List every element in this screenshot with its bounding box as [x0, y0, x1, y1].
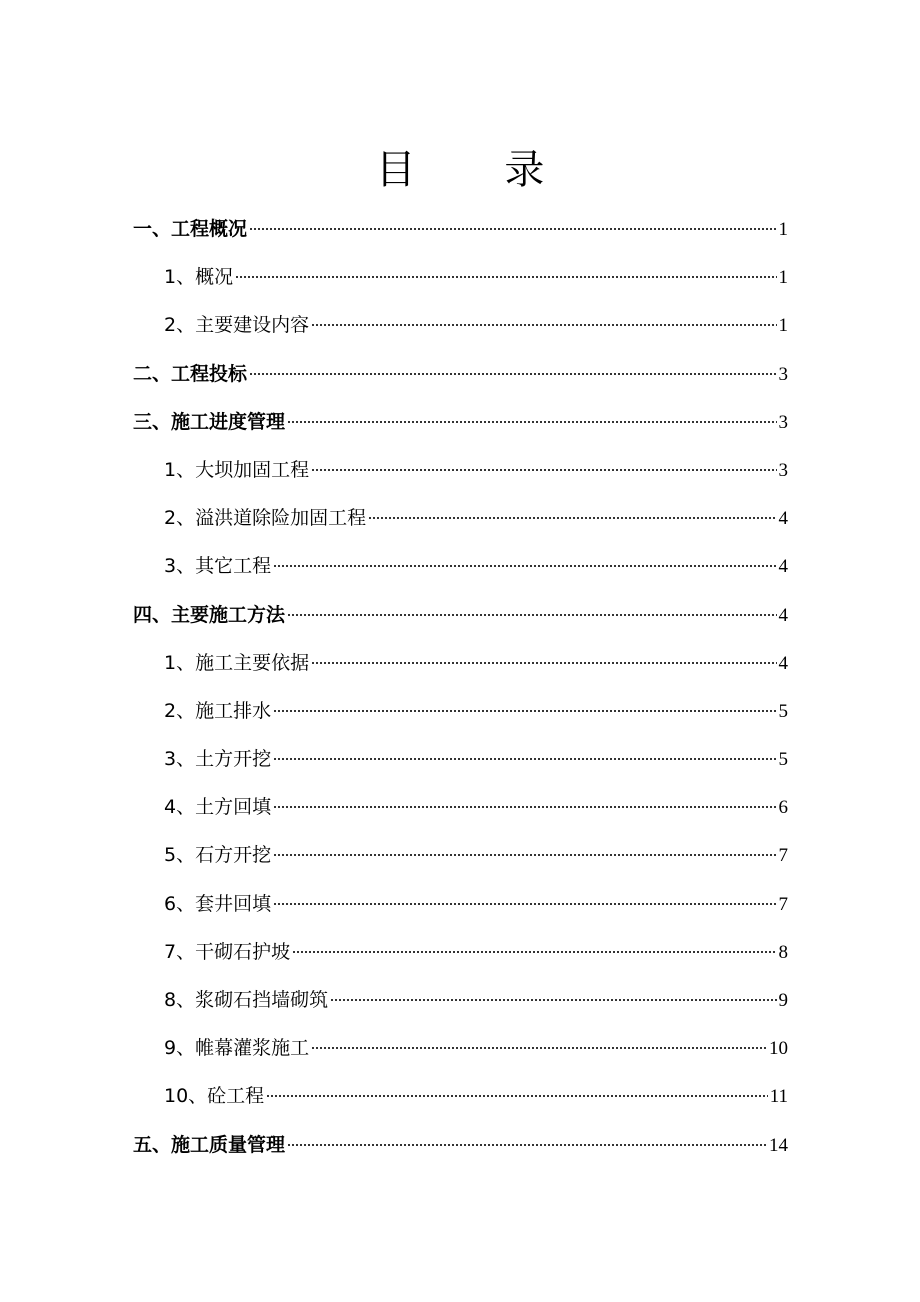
- table-of-contents: [133, 205, 788, 1169]
- dot-leader: [273, 565, 776, 567]
- dot-leader: [287, 1144, 767, 1146]
- toc-entry-label: 3、其它工程: [164, 555, 272, 578]
- dot-leader: [273, 758, 776, 760]
- toc-entry-page-number: 1: [778, 315, 788, 337]
- toc-subsection-entry[interactable]: [133, 831, 788, 879]
- toc-subsection-entry[interactable]: [133, 542, 788, 590]
- toc-entry-page-number: 3: [778, 363, 788, 385]
- toc-subsection-entry[interactable]: [133, 1024, 788, 1072]
- dot-leader: [287, 421, 776, 423]
- dot-leader: [266, 1095, 768, 1097]
- toc-subsection-entry[interactable]: [133, 639, 788, 687]
- toc-entry-page-number: 5: [778, 700, 788, 722]
- toc-entry-page-number: 11: [769, 1086, 788, 1108]
- dot-leader: [292, 951, 776, 953]
- toc-entry-label: 五、施工质量管理: [133, 1133, 286, 1156]
- toc-entry-label: 5、石方开挖: [164, 844, 272, 867]
- toc-section-entry[interactable]: [133, 1121, 788, 1169]
- dot-leader: [311, 1047, 767, 1049]
- toc-entry-label: 3、土方开挖: [164, 748, 272, 771]
- toc-subsection-entry[interactable]: [133, 783, 788, 831]
- toc-entry-label: 4、土方回填: [164, 796, 272, 819]
- toc-subsection-entry[interactable]: [133, 301, 788, 349]
- toc-section-entry[interactable]: [133, 591, 788, 639]
- dot-leader: [330, 999, 776, 1001]
- toc-subsection-entry[interactable]: [133, 880, 788, 928]
- toc-subsection-entry[interactable]: [133, 1072, 788, 1120]
- toc-entry-page-number: 1: [778, 267, 788, 289]
- toc-entry-page-number: 5: [778, 749, 788, 771]
- toc-entry-page-number: 4: [778, 604, 788, 626]
- toc-entry-page-number: 3: [778, 411, 788, 433]
- toc-entry-label: 三、施工进度管理: [133, 410, 286, 433]
- toc-entry-page-number: 3: [778, 459, 788, 481]
- toc-entry-label: 6、套井回填: [164, 892, 272, 915]
- toc-entry-page-number: 10: [769, 1038, 788, 1060]
- toc-entry-page-number: 4: [778, 508, 788, 530]
- toc-entry-page-number: 14: [769, 1134, 788, 1156]
- toc-subsection-entry[interactable]: [133, 976, 788, 1024]
- toc-entry-label: 一、工程概况: [133, 218, 248, 240]
- page-title: 目 录: [375, 147, 583, 193]
- toc-subsection-entry[interactable]: [133, 446, 788, 494]
- dot-leader: [273, 806, 776, 808]
- toc-entry-page-number: 7: [778, 893, 788, 915]
- toc-entry-page-number: 7: [778, 845, 788, 867]
- toc-entry-label: 2、溢洪道除险加固工程: [164, 507, 367, 530]
- dot-leader: [311, 469, 776, 471]
- toc-entry-label: 1、大坝加固工程: [164, 458, 310, 481]
- dot-leader: [368, 517, 776, 519]
- toc-entry-label: 7、干砌石护坡: [164, 940, 291, 963]
- toc-subsection-entry[interactable]: [133, 735, 788, 783]
- dot-leader: [273, 710, 776, 712]
- dot-leader: [273, 903, 776, 905]
- dot-leader: [249, 373, 776, 375]
- toc-entry-page-number: 4: [778, 652, 788, 674]
- toc-entry-label: 1、施工主要依据: [164, 651, 310, 674]
- dot-leader: [249, 228, 776, 230]
- toc-subsection-entry[interactable]: [133, 687, 788, 735]
- toc-entry-page-number: 8: [778, 941, 788, 963]
- toc-entry-label: 二、工程投标: [133, 362, 248, 385]
- dot-leader: [311, 662, 776, 664]
- toc-section-entry[interactable]: [133, 205, 788, 253]
- toc-entry-label: 9、帷幕灌浆施工: [164, 1037, 310, 1060]
- dot-leader: [273, 854, 776, 856]
- toc-entry-label: 1、概况: [164, 266, 234, 289]
- toc-subsection-entry[interactable]: [133, 253, 788, 301]
- toc-section-entry[interactable]: [133, 350, 788, 398]
- toc-entry-page-number: 9: [778, 990, 788, 1011]
- toc-section-entry[interactable]: [133, 398, 788, 446]
- toc-entry-label: 10、砼工程: [164, 1085, 265, 1108]
- dot-leader: [311, 324, 776, 326]
- dot-leader: [235, 276, 776, 278]
- toc-subsection-entry[interactable]: [133, 928, 788, 976]
- dot-leader: [287, 614, 776, 616]
- toc-entry-label: 2、主要建设内容: [164, 314, 310, 337]
- toc-entry-page-number: 1: [778, 219, 788, 240]
- toc-entry-label: 8、浆砌石挡墙砌筑: [164, 989, 329, 1011]
- toc-entry-label: 2、施工排水: [164, 699, 272, 722]
- toc-entry-page-number: 6: [778, 797, 788, 819]
- toc-entry-label: 四、主要施工方法: [133, 603, 286, 626]
- toc-entry-page-number: 4: [778, 556, 788, 578]
- toc-subsection-entry[interactable]: [133, 494, 788, 542]
